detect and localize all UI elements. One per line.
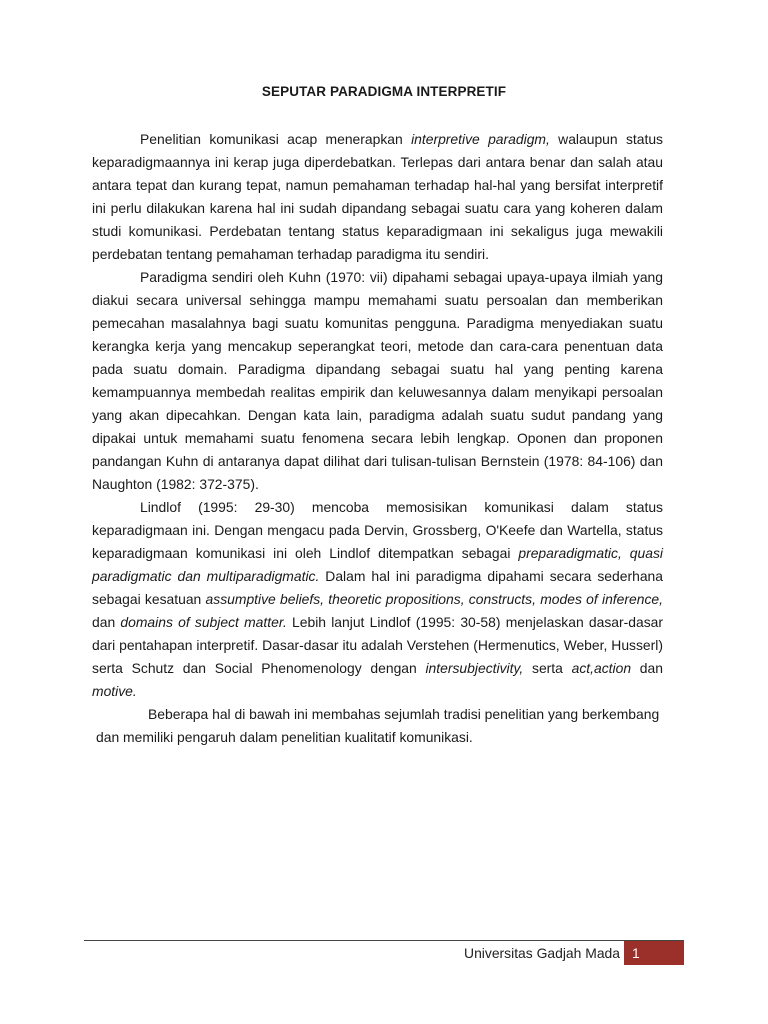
p3-italic-4: intersubjectivity, xyxy=(425,660,524,676)
footer-institution: Universitas Gadjah Mada xyxy=(464,945,620,961)
p1-text-1: Penelitian komunikasi acap menerapkan xyxy=(140,131,412,147)
p3-text-3: dan xyxy=(92,614,121,630)
p1-text-2: walaupun status keparadigmaannya ini kerap juga diperdebatkan. Terlepas dari antara benar dan salah atau antara tepat dan kurang tepat, namun pemahaman terhadap hal-hal yang bersifat interpretif ini perlu dilakukan karena hal ini sudah dipandang sebagai suatu cara yang koheren dalam studi komunikasi. Perdebatan tentang status keparadigmaan ini sekaligus juga mewakili perdebatan tentang pemahaman terhadap paradigma itu sendiri. xyxy=(92,131,663,262)
footer-rule xyxy=(84,940,684,941)
p3-italic-5: act,action xyxy=(571,660,632,676)
p2-text-1: Paradigma sendiri oleh Kuhn (1970: vii) dipahami sebagai upaya-upaya ilmiah yang diakui secara universal sehingga mampu memahami suatu persoalan dan memberikan pemecahan masalahnya bagi suatu komunitas pengguna. Paradigma menyediakan suatu kerangka kerja yang mencakup seperangkat teori, metode dan cara-cara penentuan data pada suatu domain. Paradigma dipandang sebagai suatu hal yang penting karena kemampuannya membedah realitas empirik dan keluwesannya dalam menyikapi persoalan yang akan dipecahkan. Dengan kata lain, paradigma adalah suatu sudut pandang yang dipakai untuk memahami suatu fenomena secara lebih lengkap. Oponen dan proponen pandangan Kuhn di antaranya dapat dilihat dari tulisan-tulisan Bernstein (1978: 84-106) dan Naughton (1982: 372-375). xyxy=(92,269,663,492)
p4-text-1: Beberapa hal di bawah ini membahas sejumlah tradisi penelitian yang berkembang dan memiliki pengaruh dalam penelitian kualitatif komunikasi. xyxy=(96,706,660,745)
p3-italic-2: assumptive beliefs, theoretic propositions, constructs, modes of inference, xyxy=(205,591,663,607)
p1-italic-1: interpretive paradigm, xyxy=(411,131,550,147)
paragraph-4 xyxy=(96,703,675,749)
p3-italic-1: preparadigmatic, quasi paradigmatic dan multiparadigmatic. xyxy=(92,545,663,584)
body-text xyxy=(92,128,663,749)
page-title: SEPUTAR PARADIGMA INTERPRETIF xyxy=(261,84,507,99)
paragraph-3 xyxy=(92,496,663,703)
p3-italic-3: domains of subject matter. xyxy=(120,614,287,630)
page-number: 1 xyxy=(632,945,640,961)
p3-text-5: serta xyxy=(523,660,572,676)
p3-text-1: Lindlof (1995: 29-30) mencoba memosisikan komunikasi dalam status keparadigmaan ini. Dengan mengacu pada Dervin, Grossberg, O'Keefe dan Wartella, status keparadigmaan komunikasi ini oleh Lindlof ditempatkan sebagai xyxy=(92,499,663,561)
p3-text-4: Lebih lanjut Lindlof (1995: 30-58) menjelaskan dasar-dasar dari pentahapan interpretif. Dasar-dasar itu adalah Verstehen (Hermenutics, Weber, Husserl) serta Schutz dan Social Phenomenology dengan xyxy=(92,614,663,676)
page-number-badge xyxy=(624,941,684,965)
paragraph-2 xyxy=(92,266,663,496)
p3-text-6: dan xyxy=(631,660,663,676)
paragraph-1 xyxy=(92,128,663,266)
p3-italic-6: motive. xyxy=(92,683,137,699)
p3-text-2: Dalam hal ini paradigma dipahami secara sederhana sebagai kesatuan xyxy=(92,568,663,607)
